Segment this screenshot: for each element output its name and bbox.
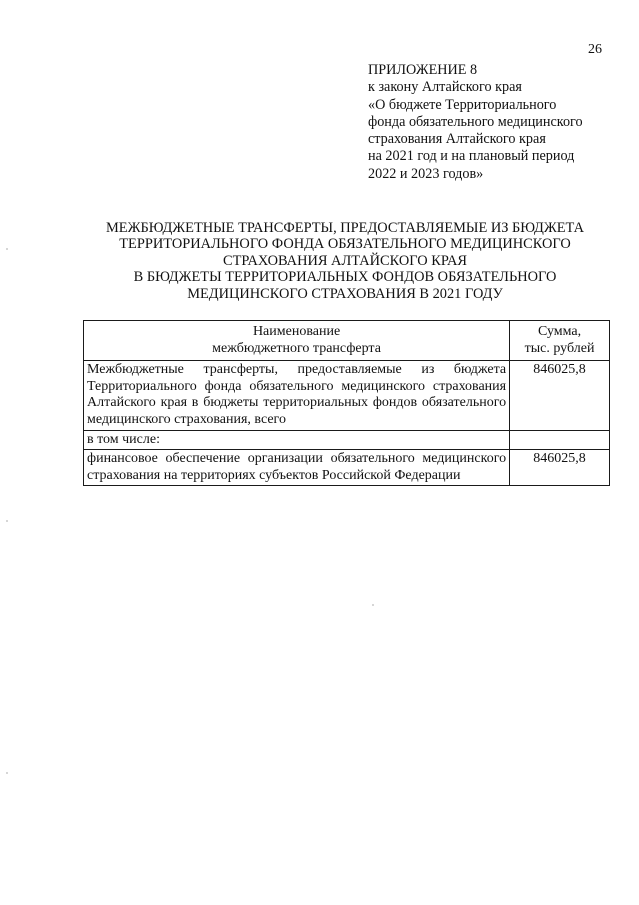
row-name: в том числе: — [84, 430, 510, 450]
title-line: ТЕРРИТОРИАЛЬНОГО ФОНДА ОБЯЗАТЕЛЬНОГО МЕДИЦИНСКОГО — [119, 236, 571, 253]
scan-speck — [6, 772, 8, 774]
appendix-line: на 2021 год и на плановый период — [368, 148, 575, 165]
header-sum-line: тыс. рублей — [524, 340, 595, 356]
page-number: 26 — [588, 42, 602, 57]
table-row — [84, 450, 610, 486]
header-name-line: Наименование — [252, 324, 341, 339]
header-name — [84, 321, 510, 361]
table-header-row — [84, 321, 610, 361]
appendix-line: страхования Алтайского края — [368, 131, 546, 148]
appendix-block — [368, 62, 583, 183]
row-name: финансовое обеспечение организации обязательного медицинского страхования на территориях субъектов Российской Федерации — [84, 450, 510, 486]
title-line: МЕЖБЮДЖЕТНЫЕ ТРАНСФЕРТЫ, ПРЕДОСТАВЛЯЕМЫЕ ИЗ БЮДЖЕТА — [106, 220, 584, 236]
title-line: В БЮДЖЕТЫ ТЕРРИТОРИАЛЬНЫХ ФОНДОВ ОБЯЗАТЕЛЬНОГО — [133, 269, 557, 286]
scan-speck — [6, 520, 8, 522]
row-name: Межбюджетные трансферты, предоставляемые из бюджета Территориального фонда обязательного медицинского страхования Алтайского края в бюджеты территориальных фондов обязательного медицинского страхования, всего — [84, 361, 510, 430]
appendix-line: 2022 и 2023 годов» — [368, 165, 484, 182]
scan-speck — [372, 604, 374, 606]
header-sum-line: Сумма, — [537, 324, 582, 339]
header-sum — [510, 321, 610, 361]
appendix-line: фонда обязательного медицинского — [368, 113, 583, 130]
document-title — [60, 220, 630, 302]
appendix-line: к закону Алтайского края — [368, 79, 522, 96]
scan-speck — [6, 248, 8, 250]
header-name-line: межбюджетного трансферта — [212, 340, 381, 356]
title-line: СТРАХОВАНИЯ АЛТАЙСКОГО КРАЯ — [222, 252, 467, 269]
title-line: МЕДИЦИНСКОГО СТРАХОВАНИЯ В 2021 ГОДУ — [187, 285, 503, 302]
appendix-heading: ПРИЛОЖЕНИЕ 8 — [368, 62, 478, 78]
row-sum: 846025,8 — [510, 361, 610, 430]
row-sum: 846025,8 — [510, 450, 610, 486]
table-row — [84, 361, 610, 430]
table-row — [84, 430, 610, 450]
transfers-table — [83, 320, 610, 486]
appendix-line: «О бюджете Территориального — [368, 96, 557, 113]
row-sum — [510, 430, 610, 450]
